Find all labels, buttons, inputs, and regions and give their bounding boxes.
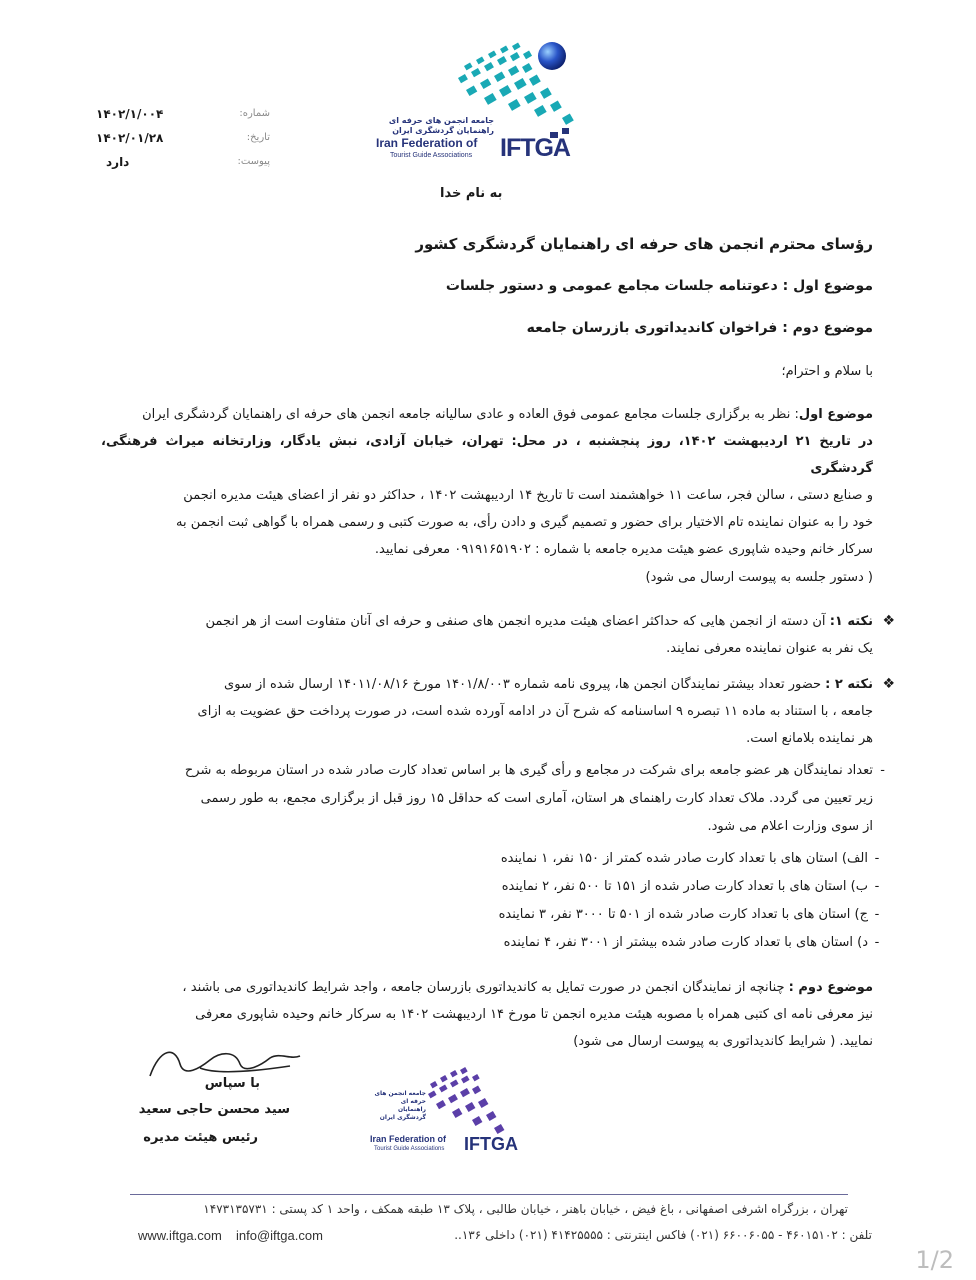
sub-item: -ج) استان های با تعداد کارت صادر شده از ۵۰۱ تا ۳۰۰۰ نفر، ۳ نماینده: [498, 907, 880, 922]
footer-website[interactable]: www.iftga.com: [138, 1228, 222, 1243]
sub-item-text: ج) استان های با تعداد کارت صادر شده از ۵۰۱ تا ۳۰۰۰ نفر، ۳ نماینده: [498, 907, 868, 922]
paragraph-one-label: موضوع اول: [798, 407, 873, 422]
paragraph-two-label: موضوع دوم :: [788, 980, 873, 995]
rule-line: زیر تعیین می گردد. ملاک تعداد کارت راهنمای هر استان، آماری است که حداقل ۱۵ روز قبل از برگزاری مجمع، به طور رسمی: [200, 791, 873, 806]
meta-date-value: ۱۴۰۲/۰۱/۲۸: [96, 131, 164, 145]
meta-attachment-row: [90, 150, 270, 174]
note-two-line: هر نماینده بلامانع است.: [746, 731, 873, 746]
note-two-line: جامعه ، با استناد به ماده ۱۱ تبصره ۹ اساسنامه که شرح آن در ادامه آورده شده است، در صورت پرداخت حق عضویت به ازای: [197, 704, 873, 719]
paragraph-one-line: و صنایع دستی ، سالن فجر، ساعت ۱۱ خواهشمند است تا تاریخ ۱۴ اردیبهشت ۱۴۰۲ ، حداکثر دو نفر از اعضای هیئت مدیره انجمن: [183, 488, 873, 503]
dash-bullet: -: [880, 763, 885, 778]
note-one-line: یک نفر به عنوان نماینده معرفی نمایند.: [666, 641, 873, 656]
note-two: [101, 671, 895, 752]
stamp-fa-line1: جامعه انجمن های حرفه ای: [374, 1090, 426, 1105]
footer-email[interactable]: info@iftga.com: [236, 1228, 323, 1243]
note-two-line: حضور تعداد بیشتر نمایندگان انجمن ها، پیروی نامه شماره ۱۴۰۱/۸/۰۰۳ مورخ ۱۴۰۱۱/۰۸/۱۶ ارسال شده از سوی: [224, 677, 822, 692]
rule-line: از سوی وزارت اعلام می شود.: [707, 819, 873, 834]
subject-two: موضوع دوم : فراخوان کاندیداتوری بازرسان جامعه: [526, 320, 873, 336]
note-one-label: نکته ۱:: [829, 614, 873, 629]
signatory-title: رئیس هیئت مدیره: [143, 1130, 258, 1145]
meta-attachment-value: دارد: [106, 155, 130, 169]
greeting: با سلام و احترام؛: [781, 364, 873, 379]
paragraph-two-line: نمایید. ( شرایط کاندیداتوری به پیوست ارسال می شود): [573, 1034, 873, 1049]
meta-number-row: [90, 102, 270, 126]
stamp-fa-line2: راهنمایان گردشگری ایران: [379, 1106, 426, 1121]
iftga-stamp-logo: [370, 1062, 540, 1162]
logo-fa-line1: جامعه انجمن های حرفه ای: [388, 116, 494, 125]
paragraph-two-line: نیز معرفی نامه ای کتبی همراه با مصوبه هیئت مدیره انجمن تا مورخ ۱۴ اردیبهشت ۱۴۰۲ به سرکار خانم وحیده شاپوری معرفی: [195, 1007, 873, 1022]
sub-item-text: د) استان های با تعداد کارت صادر شده بیشتر از ۳۰۰۱ نفر، ۴ نماینده: [503, 935, 868, 950]
paragraph-one-line: خود را به عنوان نماینده تام الاختیار برای حضور و تصمیم گیری و دادن رأی، به صورت کتبی و رسمی همراه با گواهی ثبت انجمن به: [175, 515, 873, 530]
meta-date-key: تاریخ:: [246, 132, 270, 143]
meta-number-key: شماره:: [239, 108, 270, 119]
signature-block: [110, 1038, 330, 1158]
paragraph-one: [101, 401, 873, 563]
paragraph-two-line: چنانچه از نمایندگان انجمن در صورت تمایل به کاندیداتوری بازرسان جامعه ، واجد شرایط کاندیداتوری می باشند ،: [182, 980, 785, 995]
representatives-rule: [113, 757, 885, 841]
sub-item-text: الف) استان های با تعداد کارت صادر شده کمتر از ۱۵۰ نفر، ۱ نماینده: [500, 851, 868, 866]
note-one-line: آن دسته از انجمن هایی که حداکثر اعضای هیئت مدیره انجمن های صنفی و حرفه ای آنان متفاوت است از هر انجمن: [205, 614, 826, 629]
note-one: [101, 608, 895, 662]
agenda-note: ( دستور جلسه به پیوست ارسال می شود): [645, 570, 873, 585]
sub-item-text: ب) استان های با تعداد کارت صادر شده از ۱۵۱ تا ۵۰۰ نفر، ۲ نماینده: [501, 879, 868, 894]
sub-item: -ب) استان های با تعداد کارت صادر شده از ۱۵۱ تا ۵۰۰ نفر، ۲ نماینده: [501, 879, 880, 894]
basmala: به نام خدا: [440, 186, 503, 201]
page-number: 1/2: [915, 1246, 954, 1274]
rule-line: تعداد نمایندگان هر عضو جامعه برای شرکت در مجامع و رأی گیری ها بر اساس تعداد کارت صادر شده در استان مربوطه به شرح: [184, 763, 873, 778]
stamp-en-line2: Tourist Guide Associations: [374, 1146, 445, 1152]
diamond-bullet-icon: ❖: [882, 613, 895, 629]
meta-date-row: [90, 126, 270, 150]
signatory-name: سید محسن حاجی سعید: [138, 1102, 290, 1117]
paragraph-one-line: در تاریخ ۲۱ اردیبهشت ۱۴۰۲، روز پنجشنبه ، در محل: تهران، خیابان آزادی، نبش یادگار، وزارتخانه میراث فرهنگی، گردشگری: [101, 434, 873, 476]
subject-one: موضوع اول : دعوتنامه جلسات مجامع عمومی و دستور جلسات: [445, 278, 873, 294]
note-two-label: نکته ۲ :: [825, 677, 873, 692]
stamp-brand: IFTGA: [464, 1134, 518, 1154]
paragraph-one-line: : نظر به برگزاری جلسات مجامع عمومی فوق العاده و عادی سالیانه جامعه انجمن های حرفه ای راهنمایان گردشگری ایران: [142, 407, 799, 422]
sub-item: -د) استان های با تعداد کارت صادر شده بیشتر از ۳۰۰۱ نفر، ۴ نماینده: [503, 935, 880, 950]
iftga-logo-top: [372, 32, 602, 170]
footer-contact: تلفن : ۴۶۰۱۵۱۰۲ - ۶۶۰۰۶۰۵۵ (۰۲۱) فاکس اینترنتی : ۴۱۴۲۵۵۵۵ (۰۲۱) داخلی ۱۳۶..: [454, 1228, 872, 1242]
logo-brand: IFTGA: [500, 134, 570, 162]
meta-attachment-key: پیوست:: [237, 156, 270, 167]
logo-en-line1: Iran Federation of: [376, 136, 478, 150]
letter-meta: [90, 102, 270, 174]
recipient-line: رؤسای محترم انجمن های حرفه ای راهنمایان گردشگری کشور: [415, 235, 873, 253]
paragraph-one-line: سرکار خانم وحیده شاپوری عضو هیئت مدیره جامعه با شماره : ۰۹۱۹۱۶۵۱۹۰۲ معرفی نمایید.: [374, 542, 873, 557]
footer-divider: [130, 1194, 848, 1195]
logo-en-line2: Tourist Guide Associations: [390, 152, 473, 159]
stamp-en-line1: Iran Federation of: [370, 1134, 447, 1144]
logo-fa-line2: راهنمایان گردشگری ایران: [392, 126, 494, 135]
sub-item: -الف) استان های با تعداد کارت صادر شده کمتر از ۱۵۰ نفر، ۱ نماینده: [500, 851, 880, 866]
diamond-bullet-icon: ❖: [882, 676, 895, 692]
footer-address: تهران ، بزرگراه اشرفی اصفهانی ، باغ فیض ، خیابان باهنر ، خیابان طالبی ، پلاک ۱۳ طبقه همکف ، واحد ۱ کد پستی : ۱۴۷۳۱۳۵۷۳۱: [203, 1202, 848, 1216]
signature-thanks: با سپاس: [204, 1076, 260, 1091]
meta-number-value: ۱۴۰۲/۱/۰۰۴: [96, 107, 164, 121]
